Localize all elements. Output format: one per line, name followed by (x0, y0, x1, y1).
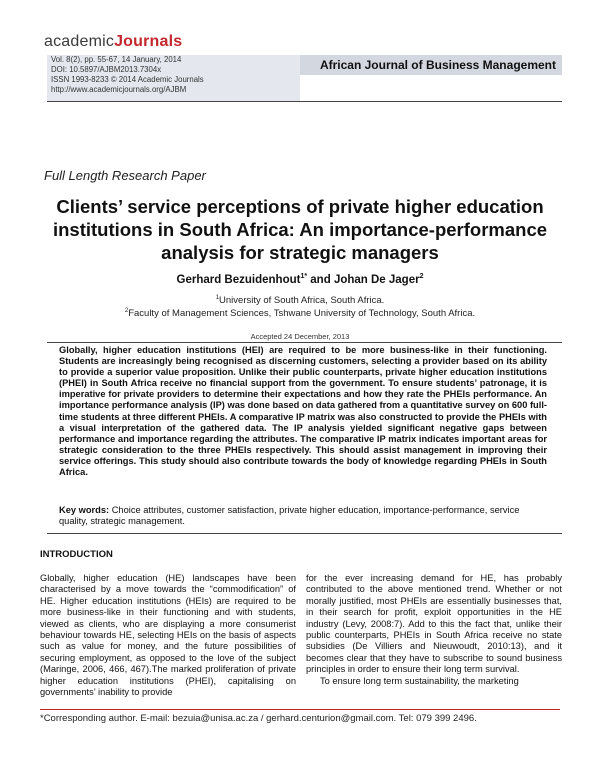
author-2: Johan De Jager (333, 273, 420, 286)
issn-line: ISSN 1993-8233 © 2014 Academic Journals (51, 75, 204, 84)
journal-url[interactable]: http://www.academicjournals.org/AJBM (51, 85, 187, 94)
author-2-mark: 2 (419, 273, 424, 280)
affiliation-1-mark: 1 (215, 295, 220, 301)
publication-meta-box (47, 55, 300, 101)
abstract-top-divider (47, 342, 562, 343)
author-1: Gerhard Bezuidenhout (176, 273, 301, 286)
affiliation-2-mark: 2 (124, 308, 129, 314)
abstract-bottom-divider (47, 533, 562, 534)
right-paragraph-2: To ensure long term sustainability, the marketing (320, 675, 519, 686)
accepted-date: Accepted 24 December, 2013 (250, 332, 350, 341)
journal-name: African Journal of Business Management (300, 55, 562, 75)
corresponding-author-footnote: *Corresponding author. E-mail: bezuia@unisa.ac.za / gerhard.centurion@gmail.com. Tel: 079 399 2496. (40, 709, 560, 724)
abstract: Globally, higher education institutions (HEI) are required to be more business-like in their functioning. Students are increasingly being recognised as discerning customers, selecting a provider based on its ability to provide a superior value proposition. Unlike their public counterparts, private higher education institutions (PHEI) in South Africa receive no financial support from the government. To ensure students’ patronage, it is imperative for private providers to determine their expectations and how they rate the PHEIs performance. An importance performance analysis (IP) was done based on data gathered from a quantitative survey on 600 full-time students at three different PHEIs. A comparative IP matrix was also constructed to provide the PHEIs with a visual interpretation of the gathered data. The IP analysis yielded significant negative gaps between performance and importance regarding the attributes. The comparative IP matrix indicates important areas for strategic consideration to the three PHEIs respectively. This should assist management in improving their service offerings. This study should also contribute towards the body of knowledge regarding PHEIs in South Africa. (59, 345, 547, 478)
authors-and: and (310, 273, 331, 286)
header-divider (47, 101, 562, 102)
paper-type: Full Length Research Paper (44, 168, 206, 183)
keywords-label: Key words: (59, 505, 110, 515)
volume-line: Vol. 8(2), pp. 55-67, 14 January, 2014 (51, 55, 182, 64)
keywords (59, 505, 547, 527)
keywords-text: Choice attributes, customer satisfaction, private higher education, importance-performance, service quality, strategic management. (59, 505, 520, 526)
affiliation-1 (40, 295, 560, 306)
paper-title: Clients’ service perceptions of private higher education institutions in South Africa: An importance-performance analysis for strategic managers (52, 196, 548, 263)
doi-line: DOI: 10.5897/AJBM2013.7304x (51, 65, 162, 74)
affiliation-2-text: Faculty of Management Sciences, Tshwane University of Technology, South Africa. (128, 308, 476, 320)
body-column-left: Globally, higher education (HE) landscapes have been characterised by a move towards the “commodification” of HE. Higher education institutions (HEIs) are required to be more business-like in their functioning and with students, viewed as clients, who are displaying a more consumerist behaviour towards HE, selecting HEIs on the basis of aspects such as value for money, and the future possibilities of securing employment, as opposed to the love of the subject (Maringe, 2006, 466, 467).The marked proliferation of private higher education institutions (PHEI), capitalising on governments’ inability to provide (40, 573, 296, 698)
authors (40, 273, 560, 286)
body-column-right (306, 573, 562, 687)
journal-logo (44, 33, 182, 51)
affiliation-1-text: University of South Africa, South Africa. (219, 295, 385, 307)
section-heading-introduction: INTRODUCTION (40, 549, 113, 560)
affiliation-2 (40, 308, 560, 319)
author-1-mark: 1* (300, 273, 308, 280)
logo-academic: academic (44, 33, 115, 50)
right-paragraph-1: for the ever increasing demand for HE, has probably contributed to the above mentioned trend. Whether or not morally justified, most PHEIs are essentially businesses that, in their search for profit, exploit opportunities in the HE industry (Levy, 2008:7). Add to this the fact that, unlike their public counterparts, PHEIs in South Africa receive no state subsidies (De Villiers and Nieuwoudt, 2010:13), and it becomes clear that they have to subscribe to sound business principles in order to ensure their long term survival. (306, 573, 562, 675)
logo-journals: Journals (114, 33, 183, 50)
